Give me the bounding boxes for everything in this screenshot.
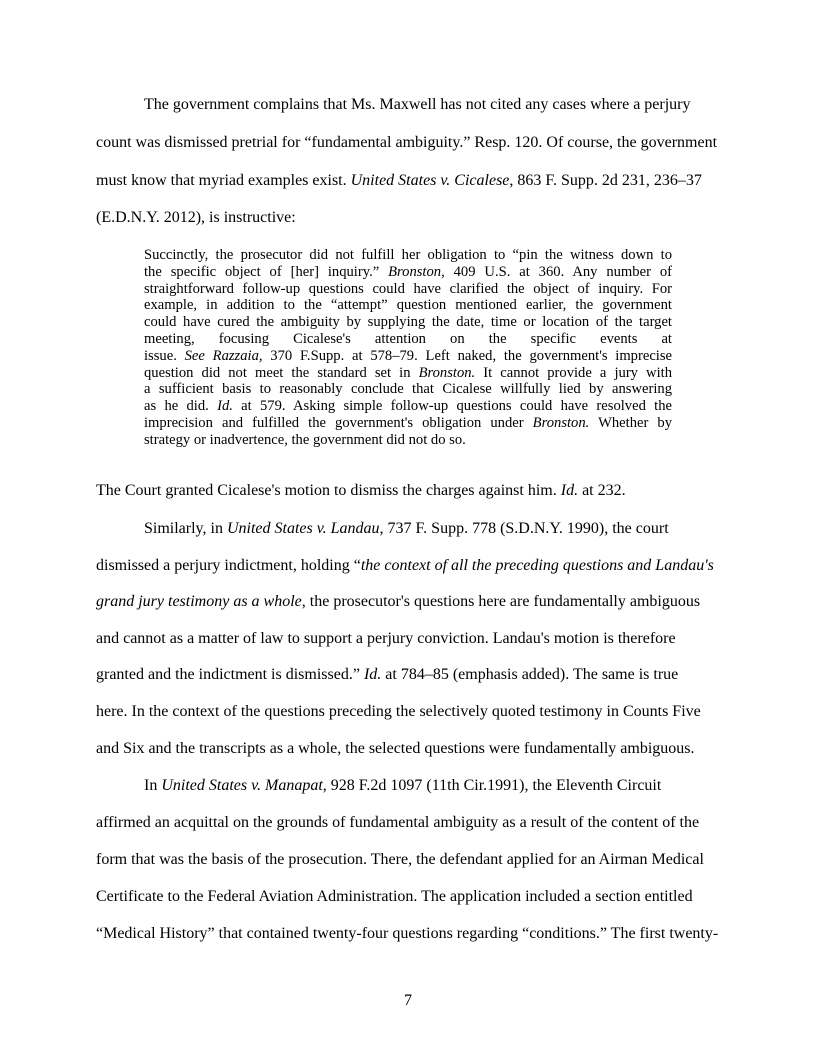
text-segment: Whether by xyxy=(589,415,672,431)
body-text-line xyxy=(96,594,700,610)
text-segment: straightforward follow-up questions could have clarified the object of inquiry. For xyxy=(144,280,672,297)
text-segment: at 232. xyxy=(578,482,626,499)
text-segment: question did not meet the standard set in xyxy=(144,364,419,381)
italic-citation: Bronston, xyxy=(388,263,445,280)
body-text-line xyxy=(96,558,714,574)
text-segment: example, in addition to the “attempt” question mentioned earlier, the government xyxy=(144,297,672,314)
body-text-line xyxy=(96,815,699,831)
italic-citation: United States v. Manapat, xyxy=(161,777,327,794)
text-segment: imprecision and fulfilled the government's obligation under xyxy=(144,415,533,431)
block-quote-line xyxy=(144,399,672,414)
block-quote-line xyxy=(144,349,672,364)
text-segment: form that was the basis of the prosecution. There, the defendant applied for an Airman Medical xyxy=(96,851,704,868)
text-segment: could have cured the ambiguity by supplying the date, time or location of the target xyxy=(144,314,672,331)
body-text-line xyxy=(144,97,691,113)
text-segment: and Six and the transcripts as a whole, the selected questions were fundamentally ambiguous. xyxy=(96,740,695,757)
text-segment: , 737 F. Supp. 778 (S.D.N.Y. 1990), the court xyxy=(379,520,669,537)
text-segment: granted and the indictment is dismissed.” xyxy=(96,666,364,683)
text-segment: the specific object of [her] inquiry.” xyxy=(144,263,389,280)
text-segment: must know that myriad examples exist. xyxy=(96,172,351,189)
block-quote-line xyxy=(144,433,672,448)
text-segment: Similarly, in xyxy=(144,520,227,537)
text-segment: here. In the context of the questions preceding the selectively quoted testimony in Counts Five xyxy=(96,703,701,720)
italic-citation: United States v. Landau xyxy=(226,520,380,537)
body-text-line xyxy=(96,704,701,720)
italic-citation: Id. xyxy=(560,482,579,499)
block-quote-line xyxy=(144,382,672,397)
block-quote-line xyxy=(144,265,672,280)
text-segment: The Court granted Cicalese's motion to dismiss the charges against him. xyxy=(96,482,561,499)
text-segment: 928 F.2d 1097 (11th Cir.1991), the Eleventh Circuit xyxy=(326,777,662,794)
text-segment: “Medical History” that contained twenty-four questions regarding “conditions.” The first twenty- xyxy=(96,925,719,942)
body-text-line xyxy=(96,889,693,905)
text-segment: 370 F.Supp. at 578–79. Left naked, the government's imprecise xyxy=(262,347,673,364)
page-number: 7 xyxy=(404,992,412,1009)
body-text-line xyxy=(96,926,718,942)
block-quote-line xyxy=(144,282,672,297)
text-segment: dismissed a perjury indictment, holding “ xyxy=(96,557,361,574)
body-text-line xyxy=(96,631,676,647)
text-segment: at 784–85 (emphasis added). The same is true xyxy=(381,666,679,683)
block-quote-line xyxy=(144,248,672,263)
text-segment: issue. xyxy=(144,347,185,364)
block-quote-line xyxy=(144,416,672,431)
italic-citation: grand jury testimony as a whole xyxy=(96,593,302,610)
body-text-line xyxy=(96,210,296,226)
block-quote-line xyxy=(144,332,672,347)
text-segment: 409 U.S. at 360. Any number of xyxy=(444,263,672,280)
body-text-line xyxy=(144,778,661,794)
block-quote-line xyxy=(144,366,672,381)
text-segment: as he did. xyxy=(144,398,218,415)
italic-citation: United States v. Cicalese xyxy=(350,172,510,189)
italic-citation: Id. xyxy=(363,666,382,683)
italic-citation: Bronston. xyxy=(532,415,590,431)
italic-citation: Id. xyxy=(217,398,233,415)
body-text-line xyxy=(96,852,704,868)
text-segment: In xyxy=(144,777,162,794)
block-quote-line xyxy=(144,315,672,330)
text-segment: meeting, focusing Cicalese's attention on the specific events at xyxy=(144,331,672,347)
text-segment: at 579. Asking simple follow-up questions could have resolved the xyxy=(232,398,672,415)
text-segment: , the prosecutor's questions here are fundamentally ambiguous xyxy=(301,593,701,610)
text-segment: count was dismissed pretrial for “fundamental ambiguity.” Resp. 120. Of course, the government xyxy=(96,134,718,151)
body-text-line xyxy=(144,521,669,537)
text-segment: (E.D.N.Y. 2012), is instructive: xyxy=(96,209,296,226)
body-text-line xyxy=(96,135,717,151)
text-segment: and cannot as a matter of law to support a perjury conviction. Landau's motion is therefore xyxy=(96,630,676,647)
italic-citation: See Razzaia, xyxy=(184,347,263,364)
text-segment: affirmed an acquittal on the grounds of fundamental ambiguity as a result of the content of the xyxy=(96,814,700,831)
body-text-line xyxy=(96,173,702,189)
italic-citation: Bronston. xyxy=(418,364,476,381)
body-text-line xyxy=(96,667,678,683)
italic-citation: the context of all the preceding questions and Landau's xyxy=(360,557,714,574)
text-segment: strategy or inadvertence, the government did not do so. xyxy=(144,431,466,448)
text-segment: a sufficient basis to reasonably conclude that Cicalese willfully lied by answering xyxy=(144,381,672,398)
text-segment: The government complains that Ms. Maxwell has not cited any cases where a perjury xyxy=(144,96,691,113)
text-segment: It cannot provide a jury with xyxy=(475,364,672,381)
block-quote-line xyxy=(144,298,672,313)
text-segment: Succinctly, the prosecutor did not fulfill her obligation to “pin the witness down to xyxy=(144,247,672,263)
text-segment: , 863 F. Supp. 2d 231, 236–37 xyxy=(509,172,702,189)
body-text-line xyxy=(96,741,695,757)
text-segment: Certificate to the Federal Aviation Administration. The application included a section entitled xyxy=(96,888,693,905)
body-text-line xyxy=(96,483,626,499)
